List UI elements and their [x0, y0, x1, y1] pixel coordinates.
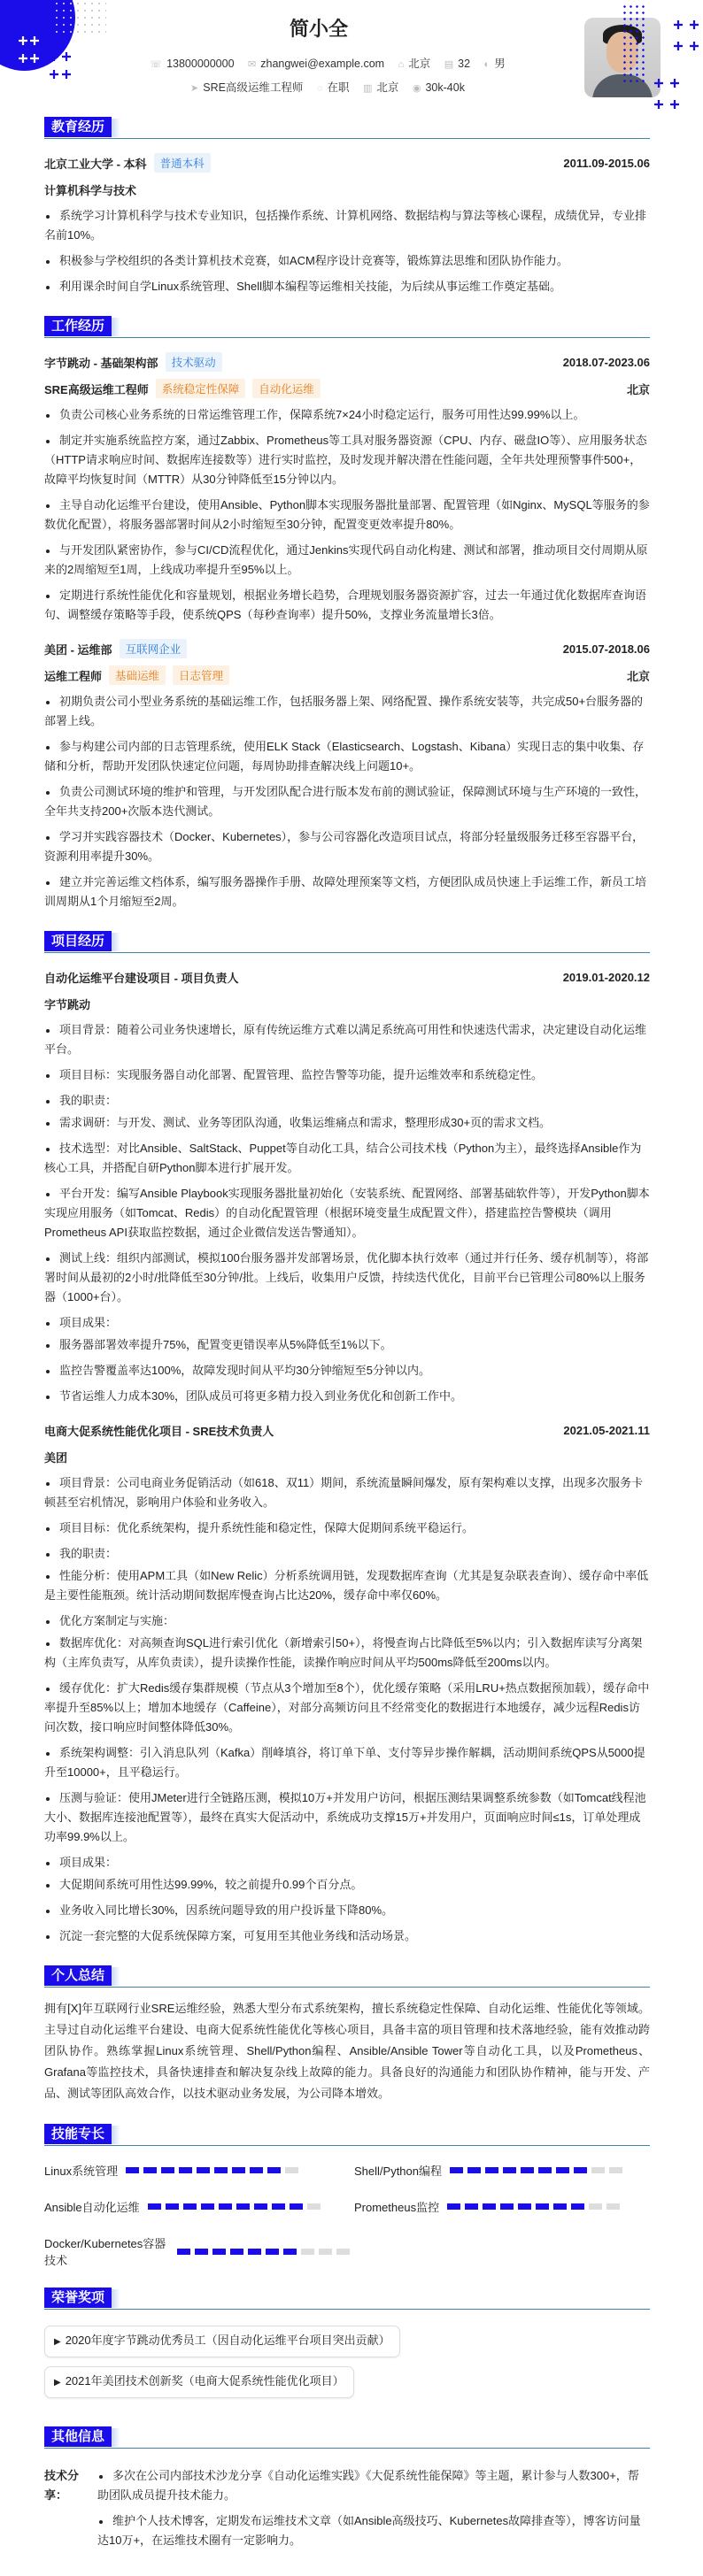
skill-level-segment — [254, 2203, 267, 2210]
skill-level-bar — [177, 2249, 354, 2255]
bullet-item: 学习并实践容器技术（Docker、Kubernetes），参与公司容器化改造项目试点，将部分轻量级服务迁移至容器平台，资源利用率提升30%。 — [44, 827, 650, 866]
company-tag: 互联网企业 — [120, 639, 188, 658]
project-company: 美团 — [44, 1450, 68, 1465]
other-bullets — [97, 2466, 650, 2557]
bullet-item: 项目目标：实现服务器自动化部署、配置管理、监控告警等功能，提升运维效率和系统稳定性。 — [44, 1065, 650, 1085]
skill-level-segment — [609, 2167, 622, 2173]
skill-level-bar — [126, 2167, 303, 2173]
gender-icon: ◐ — [483, 59, 491, 70]
section-title: 教育经历 — [44, 117, 112, 137]
skill-level-segment — [536, 2203, 549, 2210]
building-icon: ▥ — [362, 83, 373, 94]
candidate-name: 简小全 — [289, 18, 348, 40]
skill-level-segment — [166, 2203, 179, 2210]
skill-level-segment — [236, 2203, 250, 2210]
skill-level-segment — [201, 2203, 214, 2210]
company: 美团 - 运维部 — [44, 642, 112, 657]
skill-level-segment — [518, 2203, 531, 2210]
skill-item — [44, 2162, 354, 2179]
skill-level-bar — [450, 2167, 627, 2173]
skill-level-segment — [183, 2203, 197, 2210]
skill-level-segment — [589, 2203, 602, 2210]
bullet-item: 维护个人技术博客，定期发布运维技术文章（如Ansible高级技巧、Kubernetes故障排查等），博客访问量达10万+，在运维技术圈有一定影响力。 — [97, 2511, 650, 2550]
city: 北京 — [408, 58, 431, 70]
skill-item — [44, 2198, 354, 2215]
home-icon: ⌂ — [398, 59, 405, 70]
skill-level-segment — [179, 2167, 192, 2173]
skill-level-segment — [232, 2167, 245, 2173]
skill-item — [354, 2198, 650, 2215]
date: 2015.07-2018.06 — [562, 642, 650, 656]
bullet-item: 大促期间系统可用性达99.99%，较之前提升0.99个百分点。 — [44, 1875, 650, 1895]
bullet-item: 系统学习计算机科学与技术专业知识，包括操作系统、计算机网络、数据结构与算法等核心课程，成绩优异，专业排名前10%。 — [44, 206, 650, 245]
skill-level-segment — [500, 2203, 514, 2210]
gender: 男 — [494, 58, 506, 70]
other-label: 技术分享： — [44, 2469, 80, 2502]
section-title: 项目经历 — [44, 931, 112, 951]
status-icon: ◌ — [316, 83, 323, 94]
project-entry — [44, 1417, 650, 1946]
bullet-item: 负责公司测试环境的维护和管理，与开发团队配合进行版本发布前的测试验证，保障测试环境与生产环境的一致性，全年共支持200+次版本迭代测试。 — [44, 782, 650, 821]
skill-level-segment — [556, 2167, 569, 2173]
school: 北京工业大学 - 本科 — [44, 157, 147, 171]
bullet-item: 项目背景：公司电商业务促销活动（如618、双11）期间，系统流量瞬间爆发，原有架构难以支撑，出现多次服务卡顿甚至宕机情况，影响用户体验和业务收入。 — [44, 1473, 650, 1512]
target-city: 北京 — [376, 81, 399, 94]
salary-icon: ◉ — [412, 83, 421, 94]
skill-level-segment — [465, 2203, 478, 2210]
skill-name: Ansible自动化运维 — [44, 2201, 140, 2214]
award-item — [44, 2326, 400, 2357]
education-section — [44, 117, 650, 296]
skill-level-segment — [161, 2167, 174, 2173]
skill-level-segment — [214, 2167, 228, 2173]
education-bullets — [44, 206, 650, 296]
bullet-item: 监控告警覆盖率达100%，故障发现时间从平均30分钟缩短至5分钟以内。 — [44, 1361, 650, 1380]
bullet-item: 利用课余时间自学Linux系统管理、Shell脚本编程等运维相关技能，为后续从事运维工作奠定基础。 — [44, 277, 650, 296]
job-intent-line — [89, 79, 567, 95]
job-entry — [44, 349, 650, 625]
email-icon: ✉ — [248, 59, 257, 70]
company-tag: 技术驱动 — [166, 352, 222, 372]
skill-level-segment — [606, 2203, 620, 2210]
bullet-item: 沉淀一套完整的大促系统保障方案，可复用至其他业务线和活动场景。 — [44, 1926, 650, 1946]
skill-level-segment — [591, 2167, 605, 2173]
skill-level-segment — [285, 2167, 298, 2173]
skill-name: Docker/Kubernetes容器技术 — [44, 2237, 166, 2267]
send-icon: ➤ — [190, 83, 199, 94]
job-city: 北京 — [626, 382, 650, 396]
role: 运维工程师 — [44, 669, 103, 683]
resume-header — [0, 0, 703, 111]
bullet-item: 平台开发：编写Ansible Playbook实现服务器批量初始化（安装系统、配置网络、部署基础软件等），开发Python脚本实现应用服务（如Tomcat、Redis）的自动化配置管理（根据环境变量生成配置文件），搭建监控告警模块（调用Prometheus API获取监控数据，通过企业微信发送告警通知）。 — [44, 1184, 650, 1242]
bullet-item: 业务收入同比增长30%，因系统问题导致的用户投诉量下降80%。 — [44, 1901, 650, 1920]
position: SRE高级运维工程师 — [203, 81, 304, 94]
bullet-item: 测试上线：组织内部测试，模拟100台服务器并发部署场景，优化脚本执行效率（通过并行任务、缓存机制等），将部署时间从最初的2小时/批降低至30分钟/批。上线后，收集用户反馈，持续迭代优化，目前平台已管理公司80%以上服务器（1000+台）。 — [44, 1249, 650, 1307]
job-city: 北京 — [626, 669, 650, 683]
role-tag: 基础运维 — [109, 665, 166, 685]
skill-level-segment — [272, 2203, 285, 2210]
skill-level-segment — [283, 2249, 297, 2255]
role-tag: 日志管理 — [173, 665, 229, 685]
section-title: 其他信息 — [44, 2426, 112, 2447]
skill-level-segment — [290, 2203, 303, 2210]
skill-level-segment — [336, 2249, 350, 2255]
skill-level-segment — [483, 2203, 496, 2210]
job-entry — [44, 635, 650, 911]
bullet-item: 与开发团队紧密协作，参与CI/CD流程优化，通过Jenkins实现代码自动化构建、测试和部署，推动项目交付周期从原来的2周缩短至1周，上线成功率提升至95%以上。 — [44, 541, 650, 580]
phone-icon: ☏ — [150, 59, 163, 70]
salary: 30k-40k — [425, 81, 465, 94]
skill-level-segment — [447, 2203, 460, 2210]
skill-name: Shell/Python编程 — [354, 2165, 442, 2178]
skill-level-segment — [485, 2167, 498, 2173]
bullet-item: 节省运维人力成本30%，团队成员可将更多精力投入到业务优化和创新工作中。 — [44, 1387, 650, 1406]
other-section — [44, 2426, 650, 2557]
work-section — [44, 316, 650, 911]
skill-name: Prometheus监控 — [354, 2201, 440, 2214]
major: 计算机科学与技术 — [44, 183, 137, 197]
role-tag: 系统稳定性保障 — [156, 379, 246, 398]
skills-section — [44, 2124, 650, 2268]
company: 字节跳动 - 基础架构部 — [44, 356, 158, 370]
triangle-right-icon: ▶ — [54, 2337, 61, 2347]
age-icon: ▤ — [444, 59, 454, 70]
job-bullets — [44, 692, 650, 911]
role: SRE高级运维工程师 — [44, 382, 149, 396]
project-company: 字节跳动 — [44, 997, 91, 1011]
skill-level-segment — [143, 2167, 157, 2173]
skill-level-segment — [195, 2249, 208, 2255]
section-title: 工作经历 — [44, 316, 112, 336]
skill-level-segment — [521, 2167, 534, 2173]
skill-level-bar — [148, 2203, 325, 2210]
section-title: 荣誉奖项 — [44, 2288, 112, 2308]
bullet-item: 主导自动化运维平台建设，使用Ansible、Python脚本实现服务器批量部署、配置管理（如Nginx、MySQL等服务的参数优化配置），将服务器部署时间从2小时缩短至30分钟，配置变更效率提升80%。 — [44, 496, 650, 534]
bullet-item: 定期进行系统性能优化和容量规划，根据业务增长趋势，合理规划服务器资源扩容，过去一年通过优化数据库查询语句、调整缓存策略等手段，使系统QPS（每秒查询率）提升50%，支撑业务流量增长3倍。 — [44, 586, 650, 625]
bullet-item: 项目成果： — [44, 1313, 650, 1333]
projects-section — [44, 931, 650, 1946]
skill-level-segment — [219, 2203, 232, 2210]
skill-name: Linux系统管理 — [44, 2165, 119, 2178]
bullet-item: 系统架构调整：引入消息队列（Kafka）削峰填谷，将订单下单、支付等异步操作解耦，活动期间系统QPS从5000提升至10000+，且平稳运行。 — [44, 1743, 650, 1782]
skill-level-segment — [197, 2167, 210, 2173]
skill-item — [354, 2162, 650, 2179]
bullet-item: 需求调研：与开发、测试、业务等团队沟通，收集运维痛点和需求，整理形成30+页的需求文档。 — [44, 1113, 650, 1133]
bullet-item: 参与构建公司内部的日志管理系统，使用ELK Stack（Elasticsearch、Logstash、Kibana）实现日志的集中收集、存储和分析，帮助开发团队快速定位问题，每周协助排查解决线上问题10+。 — [44, 737, 650, 776]
summary-section — [44, 1965, 650, 2104]
project-bullets — [44, 1020, 650, 1406]
skill-level-segment — [148, 2203, 161, 2210]
project-bullets — [44, 1473, 650, 1946]
bullet-item: 性能分析：使用APM工具（如New Relic）分析系统调用链，发现数据库查询（尤其是复杂联表查询）、缓存命中率低是主要性能瓶颈。统计活动期间数据库慢查询占比达20%，缓存命中率仅60%。 — [44, 1566, 650, 1605]
status: 在职 — [327, 81, 350, 94]
triangle-right-icon: ▶ — [54, 2378, 61, 2388]
date: 2018.07-2023.06 — [562, 355, 650, 369]
skill-level-segment — [266, 2249, 279, 2255]
bullet-item: 建立并完善运维文档体系，编写服务器操作手册、故障处理预案等文档，方便团队成员快速上手运维工作，新员工培训周期从1个月缩短至2周。 — [44, 873, 650, 911]
skill-level-segment — [319, 2249, 332, 2255]
award-item — [44, 2366, 354, 2398]
resume-body — [44, 117, 650, 2576]
skill-item — [44, 2234, 354, 2268]
bullet-item: 项目目标：优化系统架构，提升系统性能和稳定性，保障大促期间系统平稳运行。 — [44, 1519, 650, 1538]
job-bullets — [44, 405, 650, 625]
skill-level-segment — [538, 2167, 552, 2173]
project-name: 自动化运维平台建设项目 - 项目负责人 — [44, 971, 239, 985]
award-text: 2021年美团技术创新奖（电商大促系统性能优化项目） — [65, 2374, 344, 2388]
role-tag: 自动化运维 — [252, 379, 321, 398]
skill-level-segment — [553, 2203, 567, 2210]
bullet-item: 我的职责： — [44, 1544, 650, 1564]
age: 32 — [458, 58, 471, 70]
skill-level-segment — [230, 2249, 243, 2255]
date: 2011.09-2015.06 — [563, 156, 650, 170]
skill-level-bar — [447, 2203, 624, 2210]
bullet-item: 制定并实施系统监控方案，通过Zabbix、Prometheus等工具对服务器资源（CPU、内存、磁盘IO等）、应用服务状态（HTTP请求响应时间、数据库连接数等）进行实时监控，及时发现并解决潜在性能问题，全年共处理预警事件500+，故障平均恢复时间（MTTR）从30分钟降低至15分钟以内。 — [44, 431, 650, 489]
bullet-item: 负责公司核心业务系统的日常运维管理工作，保障系统7×24小时稳定运行，服务可用性达99.99%以上。 — [44, 405, 650, 425]
section-title: 技能专长 — [44, 2124, 112, 2144]
skill-level-segment — [177, 2249, 190, 2255]
summary-text: 拥有[X]年互联网行业SRE运维经验，熟悉大型分布式系统架构，擅长系统稳定性保障、自动化运维、性能优化等领域。主导过自动化运维平台建设、电商大促系统性能优化等核心项目，具备丰富的项目管理和技术落地经验，能有效推动跨团队协作。熟练掌握Linux系统管理、Shell/Python编程、Ansible/Ansible Tower等自动化工具，以及Prometheus、Grafana等监控技术，具备快速排查和解决复杂线上故障的能力。具备良好的沟通能力和团队协作精神，能与开发、产品、测试等团队高效合作，以技术驱动业务发展，为公司降本增效。 — [44, 2002, 650, 2100]
skill-level-segment — [571, 2203, 584, 2210]
email: zhangwei@example.com — [260, 58, 385, 70]
bullet-item: 缓存优化：扩大Redis缓存集群规模（节点从3个增加至8个），优化缓存策略（采用LRU+热点数据预加载），缓存命中率提升至85%以上；增加本地缓存（Caffeine），对部分高频访问且不经常变化的数据进行本地缓存，减少远程Redis访问次数，接口响应时间整体降低30%。 — [44, 1679, 650, 1737]
skill-level-segment — [248, 2249, 261, 2255]
contact-line — [89, 55, 567, 71]
phone: 13800000000 — [166, 58, 235, 70]
skill-level-segment — [250, 2167, 263, 2173]
awards-section — [44, 2288, 650, 2407]
skill-level-segment — [267, 2167, 281, 2173]
skill-level-segment — [126, 2167, 139, 2173]
award-text: 2020年度字节跳动优秀员工（因自动化运维平台项目突出贡献） — [65, 2334, 390, 2347]
bullet-item: 优化方案制定与实施： — [44, 1611, 650, 1631]
project-name: 电商大促系统性能优化项目 - SRE技术负责人 — [44, 1424, 274, 1438]
skill-level-segment — [467, 2167, 481, 2173]
skill-level-segment — [574, 2167, 587, 2173]
bullet-item: 项目背景：随着公司业务快速增长，原有传统运维方式难以满足系统高可用性和快速迭代需求，决定建设自动化运维平台。 — [44, 1020, 650, 1059]
skill-level-segment — [301, 2249, 314, 2255]
skill-level-segment — [450, 2167, 463, 2173]
skill-level-segment — [307, 2203, 321, 2210]
bullet-item: 服务器部署效率提升75%，配置变更错误率从5%降低至1%以下。 — [44, 1335, 650, 1355]
bullet-item: 数据库优化：对高频查询SQL进行索引优化（新增索引50+），将慢查询占比降低至5%以内；引入数据库读写分离架构（主库负责写，从库负责读），提升读操作性能，读操作响应时间从平均500ms降低至200ms以内。 — [44, 1634, 650, 1672]
date: 2021.05-2021.11 — [563, 1423, 650, 1437]
bullet-item: 压测与验证：使用JMeter进行全链路压测，模拟10万+并发用户访问，根据压测结果调整系统参数（如Tomcat线程池大小、数据库连接池配置等），最终在真实大促活动中，系统成功支撑15万+并发用户，页面响应时间≤1s，订单处理成功率99.9%以上。 — [44, 1788, 650, 1847]
skill-level-segment — [503, 2167, 516, 2173]
bullet-item: 多次在公司内部技术沙龙分享《自动化运维实践》《大促系统性能保障》等主题，累计参与人数300+，帮助团队成员提升技术能力。 — [97, 2466, 650, 2505]
skill-level-segment — [212, 2249, 226, 2255]
date: 2019.01-2020.12 — [562, 970, 650, 984]
bullet-item: 积极参与学校组织的各类计算机技术竞赛，如ACM程序设计竞赛等，锻炼算法思维和团队协作能力。 — [44, 251, 650, 271]
bullet-item: 我的职责： — [44, 1091, 650, 1111]
bullet-item: 技术选型：对比Ansible、SaltStack、Puppet等自动化工具，结合公司技术栈（Python为主），最终选择Ansible作为核心工具，并搭配自研Python脚本进行扩展开发。 — [44, 1139, 650, 1178]
bullet-item: 项目成果： — [44, 1853, 650, 1872]
degree-tag: 普通本科 — [154, 153, 211, 173]
bullet-item: 初期负责公司小型业务系统的基础运维工作，包括服务器上架、网络配置、操作系统安装等，共完成50+台服务器的部署上线。 — [44, 692, 650, 731]
project-entry — [44, 964, 650, 1406]
section-title: 个人总结 — [44, 1965, 112, 1986]
